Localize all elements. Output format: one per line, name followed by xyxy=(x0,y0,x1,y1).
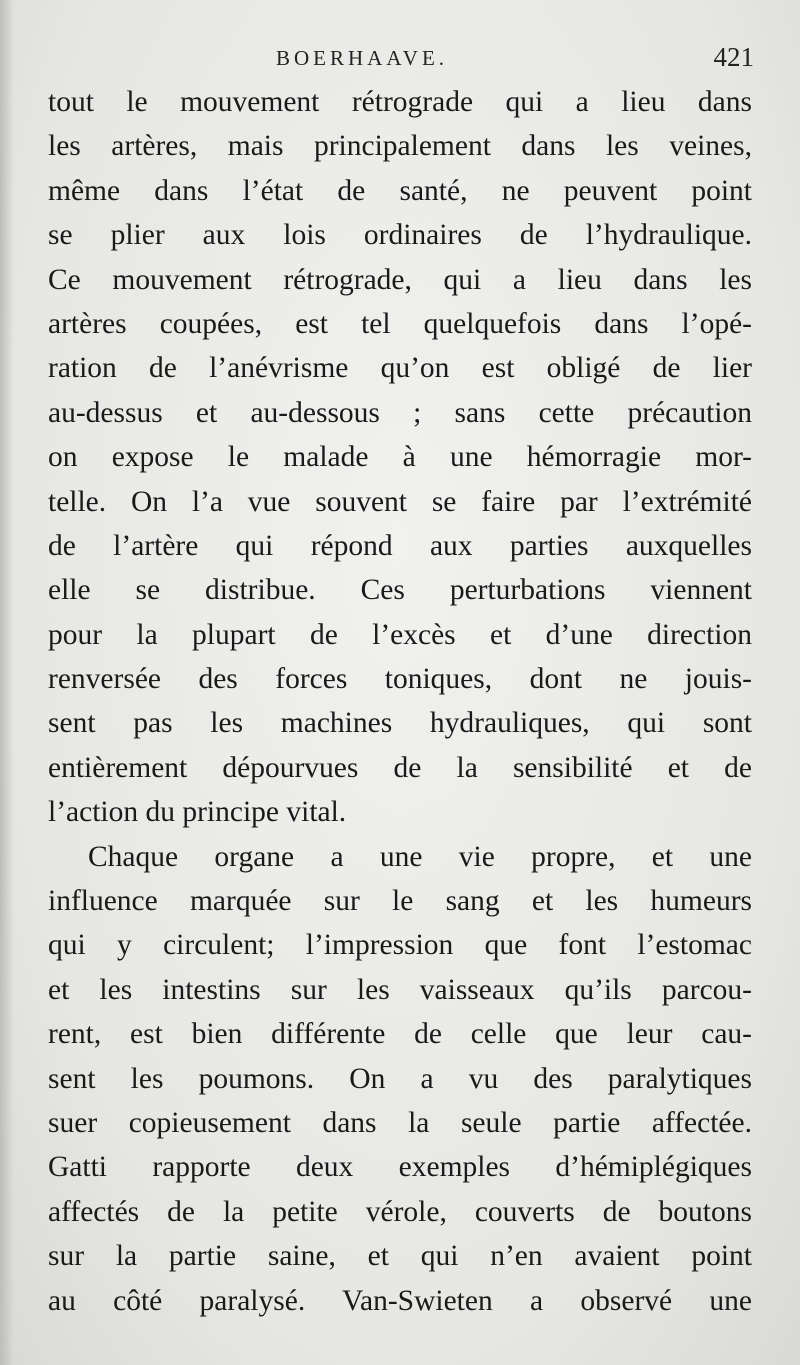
text-line: de l’artère qui répond aux parties auxquelles xyxy=(48,529,752,562)
text-line: ration de l’anévrisme qu’on est obligé de lier xyxy=(48,352,752,385)
text-line: renversée des forces toniques, dont ne jouis- xyxy=(48,663,752,696)
text-line: on expose le malade à une hémorragie mor- xyxy=(48,441,752,474)
text-line: sent les poumons. On a vu des paralytiques xyxy=(48,1062,752,1095)
text-line: même dans l’état de santé, ne peuvent point xyxy=(48,174,752,207)
text-line: sur la partie saine, et qui n’en avaient point xyxy=(48,1240,752,1273)
text-line: pour la plupart de l’excès et d’une direction xyxy=(48,618,752,651)
text-line: affectés de la petite vérole, couverts de boutons xyxy=(48,1195,752,1228)
text-line: suer copieusement dans la seule partie affectée. xyxy=(48,1106,752,1139)
text-line: elle se distribue. Ces perturbations viennent xyxy=(48,574,752,607)
text-line: au-dessus et au-dessous ; sans cette précaution xyxy=(48,396,752,429)
text-line: qui y circulent; l’impression que font l’estomac xyxy=(48,929,752,962)
text-line: au côté paralysé. Van-Swieten a observé une xyxy=(48,1284,752,1317)
paragraph-last-line: l’action du principe vital. xyxy=(48,796,347,829)
body-text xyxy=(48,80,752,1323)
text-line: se plier aux lois ordinaires de l’hydraulique. xyxy=(48,219,752,252)
text-line: telle. On l’a vue souvent se faire par l’extrémité xyxy=(48,485,752,518)
text-line: sent pas les machines hydrauliques, qui sont xyxy=(48,707,752,740)
text-line: entièrement dépourvues de la sensibilité et de xyxy=(48,751,752,784)
text-line: et les intestins sur les vaisseaux qu’ils parcou- xyxy=(48,973,752,1006)
running-head xyxy=(0,40,800,76)
text-line: les artères, mais principalement dans les veines, xyxy=(48,130,752,163)
running-title: BOERHAAVE. xyxy=(276,46,449,70)
text-line: Ce mouvement rétrograde, qui a lieu dans les xyxy=(48,263,752,296)
text-line: influence marquée sur le sang et les humeurs xyxy=(48,885,752,918)
text-line: Gatti rapporte deux exemples d’hémiplégiques xyxy=(48,1151,752,1184)
text-line: tout le mouvement rétrograde qui a lieu dans xyxy=(48,86,752,118)
page-number: 421 xyxy=(713,42,754,72)
text-line: rent, est bien différente de celle que leur cau- xyxy=(48,1018,752,1051)
paragraph-first-line: Chaque organe a une vie propre, et une xyxy=(88,840,752,873)
text-line: artères coupées, est tel quelquefois dans l’opé- xyxy=(48,307,752,340)
